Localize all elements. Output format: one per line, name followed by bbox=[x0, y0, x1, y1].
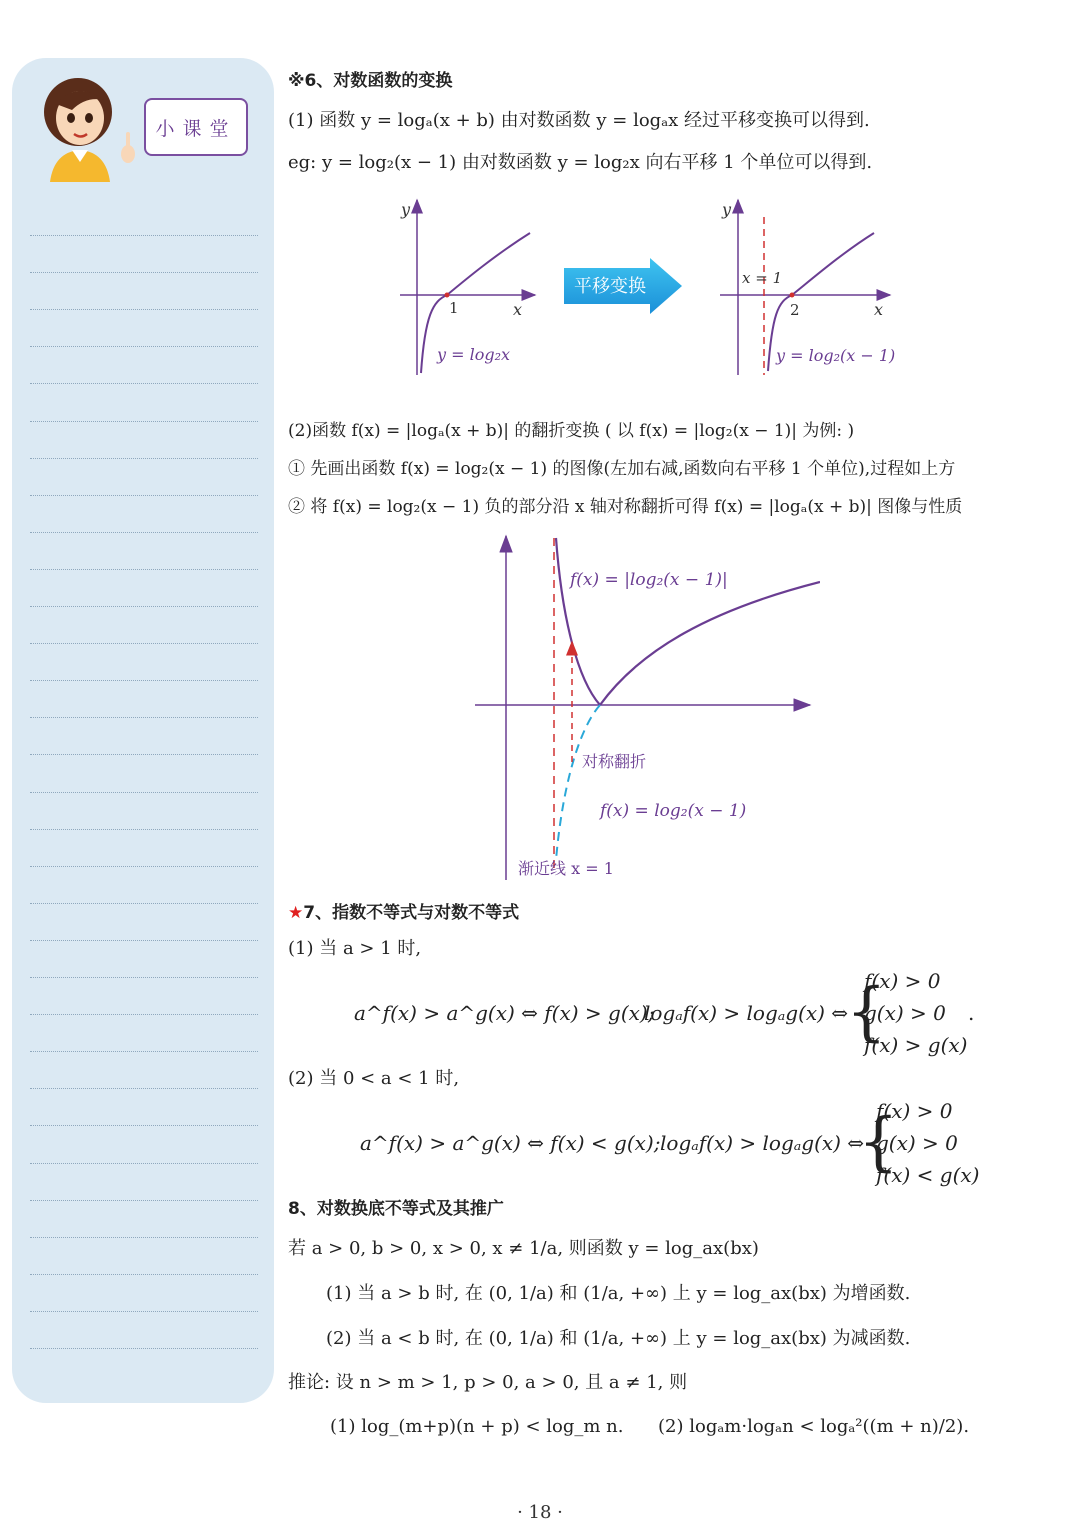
graph-log2-x-minus-1 bbox=[712, 195, 897, 380]
case1-sys-3: f(x) > g(x) bbox=[864, 1033, 968, 1057]
notes-line bbox=[30, 977, 258, 978]
notes-line bbox=[30, 606, 258, 607]
fig1-x-label: x bbox=[513, 300, 523, 319]
page-number: · 18 · bbox=[517, 1502, 563, 1523]
fig3-log-label: f(x) = log₂(x − 1) bbox=[600, 801, 747, 821]
notes-line bbox=[30, 792, 258, 793]
section7-case2-log: logₐf(x) > logₐg(x) ⇔ bbox=[660, 1131, 865, 1155]
notes-line bbox=[30, 383, 258, 384]
section8-p2: (1) 当 a > b 时, 在 (0, 1/a) 和 (1/a, +∞) 上 y = log_ax(bx) 为增函数. bbox=[326, 1283, 911, 1304]
notes-line bbox=[30, 1311, 258, 1312]
case2-brace: { bbox=[858, 1105, 899, 1179]
case1-brace: { bbox=[846, 975, 887, 1049]
case2-sys-1: f(x) > 0 bbox=[876, 1099, 953, 1123]
fig2-asymptote-label: x = 1 bbox=[742, 269, 783, 287]
section7-case1: (1) 当 a > 1 时, bbox=[288, 938, 422, 959]
case1-sys-2: g(x) > 0 bbox=[864, 1001, 946, 1025]
graph-abs-log bbox=[470, 530, 820, 885]
notes-line bbox=[30, 1051, 258, 1052]
notes-line bbox=[30, 1088, 258, 1089]
case1-end: . bbox=[968, 1001, 975, 1025]
star-icon: ★ bbox=[288, 903, 304, 923]
notes-line bbox=[30, 421, 258, 422]
arrow-label: 平移变换 bbox=[574, 276, 646, 297]
section8-p1: 若 a > 0, b > 0, x > 0, x ≠ 1/a, 则函数 y = log_ax(bx) bbox=[288, 1238, 759, 1259]
notes-line bbox=[30, 940, 258, 941]
notes-line bbox=[30, 1274, 258, 1275]
notes-sidebar bbox=[12, 58, 274, 1403]
case2-sys-3: f(x) < g(x) bbox=[876, 1163, 980, 1187]
notes-line bbox=[30, 717, 258, 718]
section8-r2: (2) logₐm·logₐn < logₐ²((m + n)/2). bbox=[658, 1416, 970, 1437]
section7-case2: (2) 当 0 < a < 1 时, bbox=[288, 1068, 460, 1089]
notes-line bbox=[30, 1163, 258, 1164]
fig2-tick: 2 bbox=[790, 301, 800, 319]
notes-line bbox=[30, 1014, 258, 1015]
notes-line bbox=[30, 272, 258, 273]
section6-p2: eg: y = log₂(x − 1) 由对数函数 y = log₂x 向右平移 1 个单位可以得到. bbox=[288, 152, 873, 173]
section6-p1: (1) 函数 y = logₐ(x + b) 由对数函数 y = logₐx 经过平移变换可以得到. bbox=[288, 110, 870, 131]
section8-p4: 推论: 设 n > m > 1, p > 0, a > 0, 且 a ≠ 1, 则 bbox=[288, 1372, 688, 1393]
fig2-y-label: y bbox=[722, 200, 732, 219]
notes-line bbox=[30, 1348, 258, 1349]
fig2-x-label: x bbox=[874, 300, 884, 319]
notes-line bbox=[30, 1125, 258, 1126]
notes-line bbox=[30, 569, 258, 570]
notes-line bbox=[30, 754, 258, 755]
teacher-avatar bbox=[36, 70, 148, 182]
section6-p3: (2)函数 f(x) = |logₐ(x + b)| 的翻折变换 ( 以 f(x) = |log₂(x − 1)| 为例: ) bbox=[288, 421, 855, 441]
section7-title-text: 7、指数不等式与对数不等式 bbox=[303, 903, 520, 923]
class-badge: 小课堂 bbox=[144, 98, 248, 156]
fig3-flip-label: 对称翻折 bbox=[582, 752, 647, 771]
section7-case2-exp: a^f(x) > a^g(x) ⇔ f(x) < g(x); bbox=[360, 1131, 661, 1155]
transform-arrow bbox=[562, 258, 684, 314]
section7-title bbox=[288, 902, 519, 924]
graph-log2x bbox=[395, 195, 545, 380]
section6-p5: ② 将 f(x) = log₂(x − 1) 负的部分沿 x 轴对称翻折可得 f(x) = |logₐ(x + b)| 图像与性质 bbox=[288, 497, 963, 517]
section6-title: ※6、对数函数的变换 bbox=[288, 71, 453, 91]
fig3-abs-label: f(x) = |log₂(x − 1)| bbox=[570, 570, 728, 590]
fig1-y-label: y bbox=[401, 200, 411, 219]
notes-line bbox=[30, 458, 258, 459]
notes-line bbox=[30, 1237, 258, 1238]
section8-r1: (1) log_(m+p)(n + p) < log_m n. bbox=[330, 1416, 624, 1437]
notes-line bbox=[30, 532, 258, 533]
notes-line bbox=[30, 309, 258, 310]
notes-line bbox=[30, 643, 258, 644]
notes-line bbox=[30, 346, 258, 347]
section7-case1-log: logₐf(x) > logₐg(x) ⇔ bbox=[644, 1001, 849, 1025]
notes-line bbox=[30, 903, 258, 904]
case1-sys-1: f(x) > 0 bbox=[864, 969, 941, 993]
fig2-curve-label: y = log₂(x − 1) bbox=[776, 346, 896, 365]
fig3-asymptote-label: 渐近线 x = 1 bbox=[518, 859, 614, 878]
section7-case1-exp: a^f(x) > a^g(x) ⇔ f(x) > g(x); bbox=[354, 1001, 655, 1025]
fig1-curve-label: y = log₂x bbox=[437, 345, 511, 364]
notes-line bbox=[30, 495, 258, 496]
notes-line bbox=[30, 235, 258, 236]
notes-line bbox=[30, 829, 258, 830]
notes-line bbox=[30, 680, 258, 681]
notes-line bbox=[30, 866, 258, 867]
section8-p3: (2) 当 a < b 时, 在 (0, 1/a) 和 (1/a, +∞) 上 y = log_ax(bx) 为减函数. bbox=[326, 1328, 911, 1349]
fig1-tick: 1 bbox=[449, 299, 459, 317]
section8-title: 8、对数换底不等式及其推广 bbox=[288, 1199, 504, 1219]
case2-sys-2: g(x) > 0 bbox=[876, 1131, 958, 1155]
section6-p4: ① 先画出函数 f(x) = log₂(x − 1) 的图像(左加右减,函数向右平移 1 个单位),过程如上方 bbox=[288, 459, 956, 479]
notes-line bbox=[30, 1200, 258, 1201]
